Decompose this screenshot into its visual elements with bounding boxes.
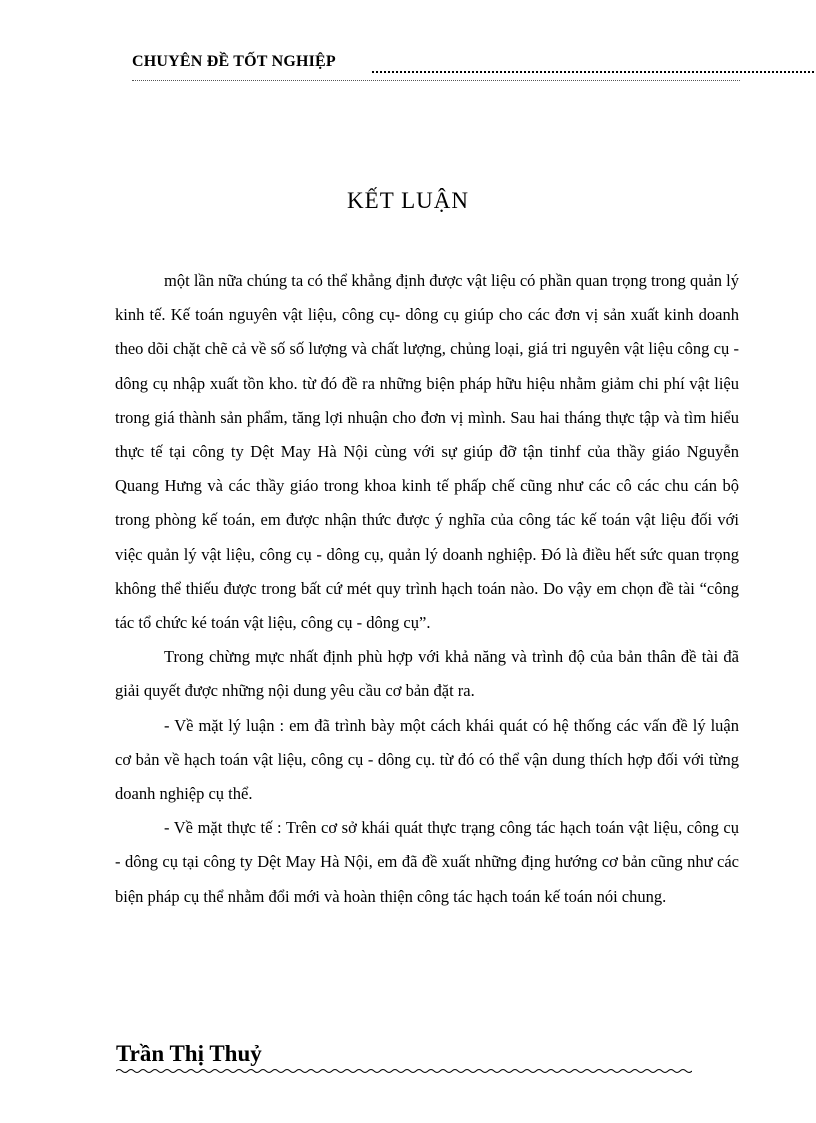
signature-wavy-underline xyxy=(116,1068,692,1074)
header-dotted-underline xyxy=(132,80,740,81)
paragraph-scope: Trong chừng mực nhất định phù hợp với khả năng và trình độ của bản thân đề tài đã giải quyết được những nội dung yêu cầu cơ bản đặt ra. xyxy=(115,647,739,701)
document-body xyxy=(115,264,739,914)
page-title: KẾT LUẬN xyxy=(347,188,469,213)
author-signature: Trần Thị Thuỷ xyxy=(116,1041,262,1066)
header-dotted-rule xyxy=(372,71,814,73)
paragraph-theory: - Về mặt lý luận : em đã trình bày một cách khái quát có hệ thống các vấn đề lý luận cơ bản về hạch toán vật liệu, công cụ - dông cụ. từ đó có thể vận dung thích hợp đối với từng doanh nghiệp cụ thể. xyxy=(115,715,739,804)
paragraph-practice: - Về mặt thực tế : Trên cơ sở khái quát thực trạng công tác hạch toán vật liệu, công cụ - dông cụ tại công ty Dệt May Hà Nội, em đã đề xuất những địng hướng cơ bản cũng như các biện pháp cụ thể nhằm đổi mới và hoàn thiện công tác hạch toán kế toán nói chung. xyxy=(115,818,739,906)
document-header: CHUYÊN ĐỀ TỐT NGHIỆP xyxy=(132,53,336,70)
paragraph-intro: một lần nữa chúng ta có thể khẳng định được vật liệu có phần quan trọng trong quản lý kinh tế. Kế toán nguyên vật liệu, công cụ- dông cụ giúp cho các đơn vị sản xuất kinh doanh theo dõi chặt chẽ cả về số số lượng và chất lượng, chủng loại, giá tri nguyên vật liệu công cụ - dông cụ nhập xuất tồn kho. từ đó đề ra những biện pháp hữu hiệu nhằm giảm chi phí vật liệu trong giá thành sản phẩm, tăng lợi nhuận cho đơn vị mình. Sau hai tháng thực tập và tìm hiểu thực tế tại công ty Dệt May Hà Nội cùng với sự giúp đỡ tận tinhf của thầy giáo Nguyễn Quang Hưng và các thầy giáo trong khoa kinh tế phấp chế cũng như các cô các chu cán bộ trong phòng kế toán, em được nhận thức được ý nghĩa của công tác kế toán vật liệu đối với việc quản lý vật liệu, công cụ - dông cụ, quản lý doanh nghiệp. Đó là điều hết sức quan trọng không thể thiếu được trong bất cứ mét quy trình hạch toán nào. Do vậy em chọn đề tài “công tác tổ chức ké toán vật liệu, công cụ - dông cụ”. xyxy=(115,271,739,633)
